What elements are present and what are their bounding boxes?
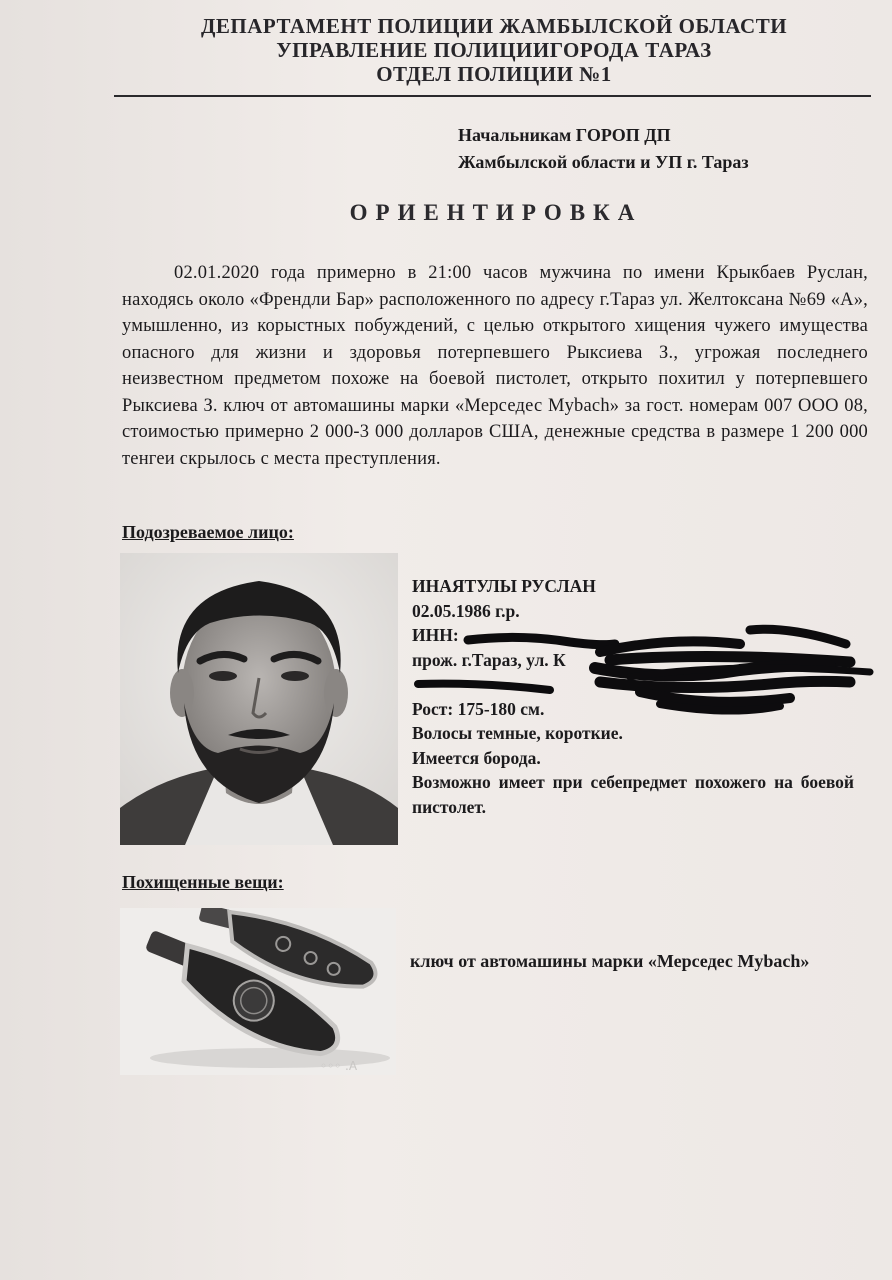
suspect-birth-date: 02.05.1986 г.р. [412, 600, 520, 621]
suspect-height: Рост: 175-180 см. [412, 698, 545, 719]
suspect-details [412, 574, 854, 819]
header-divider [114, 95, 871, 97]
document-title: ОРИЕНТИРОВКА [349, 200, 643, 225]
suspect-section-title: Подозреваемое лицо: [122, 522, 294, 542]
stolen-key-photo [120, 908, 396, 1075]
suspect-portrait-image [120, 553, 398, 845]
incident-description: 02.01.2020 года примерно в 21:00 часов мужчина по имени Крыкбаев Руслан, находясь около «Френдли Бар» расположенного по адресу г.Тараз ул. Желтоксана №69 «А», умышленно, из корыстных побуждений, с целью открытого хищения чужего имущества опасного для жизни и здоровья потерпевшего Рыксиева З., угрожая последнего неизвестном предметом похоже на боевой пистолет, открыто похитил у потерпевшего Рыксиева З. ключ от автомашины марки «Мерседес Mybach» за гост. номерам 007 OOO 08, стоимостью примерно 2 000-3 000 долларов США, денежные средства в размере 1 200 000 тенгеи скрылось с места преступления. [122, 263, 868, 469]
header-line-unit: ОТДЕЛ ПОЛИЦИИ №1 [376, 62, 612, 86]
svg-text:◦◦◦ .A: ◦◦◦ .A [320, 1059, 358, 1073]
suspect-address-continued [412, 672, 854, 697]
suspect-photo [120, 553, 398, 845]
stolen-items-section-title: Похищенные вещи: [122, 872, 284, 892]
car-key-image [120, 908, 396, 1075]
suspect-name: ИНАЯТУЛЫ РУСЛАН [412, 576, 596, 596]
header-line-department: ДЕПАРТАМЕНТ ПОЛИЦИИ ЖАМБЫЛСКОЙ ОБЛАСТИ [200, 14, 788, 38]
addressee-line-1: Начальникам ГОРОП ДП [458, 125, 671, 145]
addressee-line-2: Жамбылской области и УП г. Тараз [458, 152, 749, 172]
suspect-beard: Имеется борода. [412, 747, 541, 768]
suspect-inn: ИНН: [412, 625, 459, 645]
header-line-directorate: УПРАВЛЕНИЕ ПОЛИЦИИГОРОДА ТАРАЗ [276, 38, 712, 62]
suspect-weapon-note: Возможно имеет при себепредмет похожего на боевой пистолет. [412, 772, 854, 817]
addressee-block [458, 122, 858, 176]
stolen-item-description: ключ от автомашины марки «Мерседес Mybach» [410, 951, 810, 971]
suspect-address: прож. г.Тараз, ул. К [412, 649, 566, 670]
department-header [118, 14, 870, 86]
suspect-hair: Волосы темные, короткие. [412, 723, 623, 743]
